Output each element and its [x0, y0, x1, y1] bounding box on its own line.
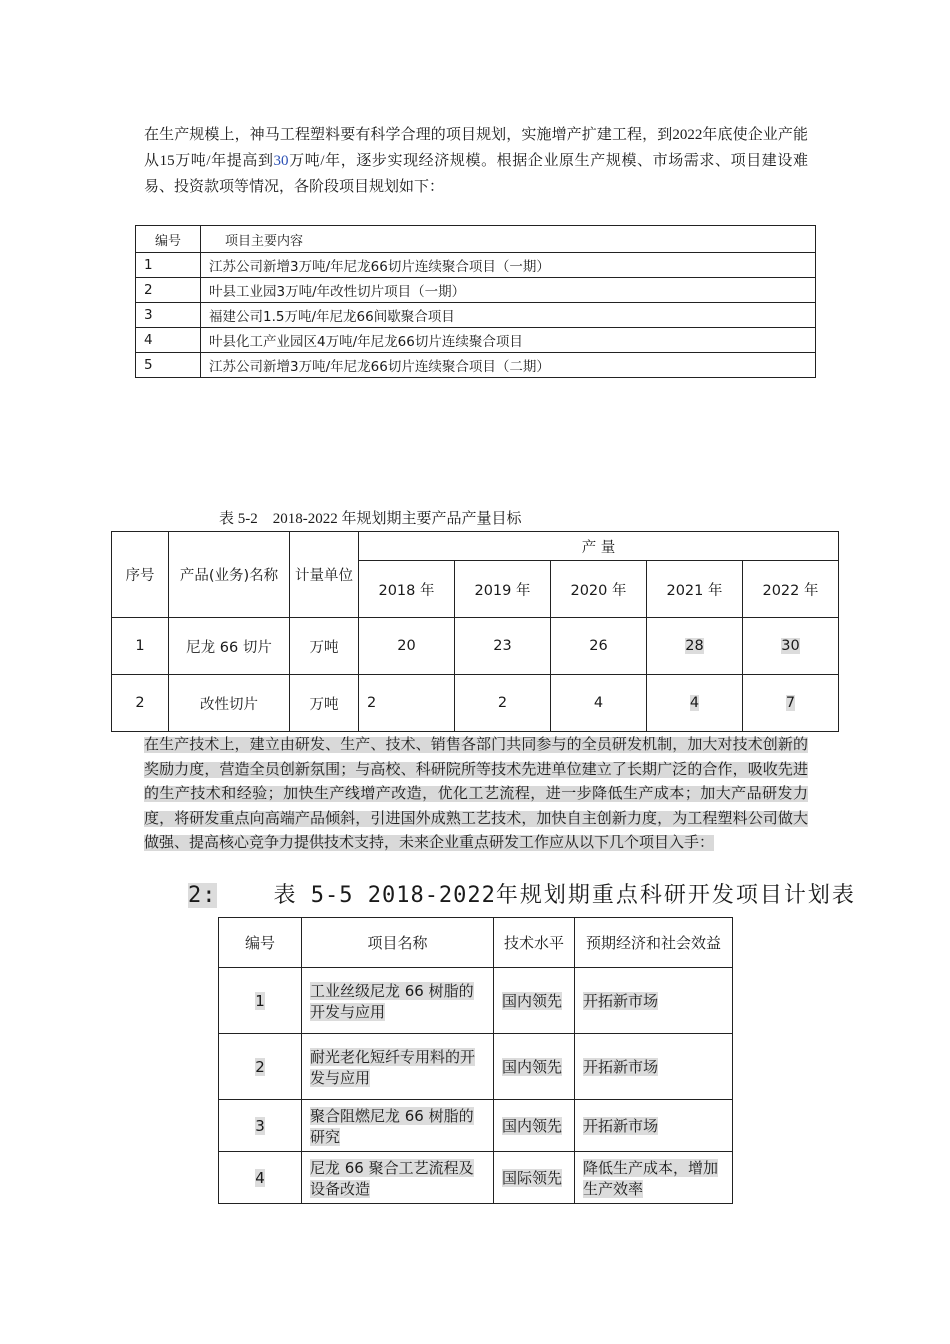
row-content: 江苏公司新增3万吨/年尼龙66切片连续聚合项目（二期）	[201, 353, 816, 378]
table-row	[136, 278, 816, 303]
cell-value: 23	[455, 618, 551, 675]
value-mark: 30	[781, 638, 800, 654]
header-level: 技术水平	[494, 918, 575, 968]
cell-no	[219, 1100, 302, 1152]
cell-value: 20	[359, 618, 455, 675]
caption-code: 表 5-5 2018-2022	[273, 883, 496, 908]
cell-name	[302, 968, 494, 1034]
intro-text-after: 万吨/年，逐步实现经济规模。根据企业原生产规模、市场需求、项目建设难易、投资款项等情况，各阶段项目规划如下：	[144, 153, 809, 195]
row-content: 叶县工业园3万吨/年改性切片项目（一期）	[201, 278, 816, 303]
header-name: 项目名称	[302, 918, 494, 968]
cell-level	[494, 1152, 575, 1204]
benefit-mark: 开拓新市场	[583, 992, 659, 1010]
table-row	[136, 253, 816, 278]
cell-value: 4	[551, 675, 647, 732]
cell-value	[647, 618, 743, 675]
cell-seq: 2	[112, 675, 169, 732]
header-year: 2019 年	[455, 561, 551, 618]
row-number: 1	[136, 253, 201, 278]
table-row	[219, 1034, 733, 1100]
row-number: 2	[136, 278, 201, 303]
name-mark: 耐光老化短纤专用料的开发与应用	[310, 1047, 476, 1087]
value-mark: 7	[785, 695, 796, 711]
cell-level	[494, 968, 575, 1034]
row-number: 3	[136, 303, 201, 328]
cell-benefit	[575, 968, 733, 1034]
table-row	[136, 353, 816, 378]
cell-value: 2	[359, 675, 455, 732]
header-output: 产 量	[359, 532, 839, 561]
cell-no	[219, 968, 302, 1034]
cell-level	[494, 1100, 575, 1152]
caption-prefix: 2:	[188, 883, 217, 908]
project-plan-table	[135, 225, 816, 378]
tech-paragraph	[144, 733, 808, 856]
header-no: 编号	[219, 918, 302, 968]
tech-paragraph-text: 在生产技术上，建立由研发、生产、技术、销售各部门共同参与的全员研发机制，加大对技术创新的奖励力度，营造全员创新氛围；与高校、科研院所等技术先进单位建立了长期广泛的合作，吸收先进的生产技术和经验；加快生产线增产改造，优化工艺流程，进一步降低生产成本；加大产品研发力度，将研发重点向高端产品倾斜，引进国外成熟工艺技术，加快自主创新力度，为工程塑料公司做大做强、提高核心竞争力提供技术支持，未来企业重点研发工作应从以下几个项目入手：	[144, 737, 808, 851]
benefit-mark: 开拓新市场	[583, 1058, 659, 1076]
rd-project-table	[218, 917, 733, 1204]
cell-value: 26	[551, 618, 647, 675]
header-seq: 序号	[112, 532, 169, 618]
header-year: 2021 年	[647, 561, 743, 618]
name-mark: 工业丝级尼龙 66 树脂的开发与应用	[310, 981, 474, 1021]
benefit-mark: 降低生产成本，增加生产效率	[583, 1158, 719, 1198]
name-mark: 聚合阻燃尼龙 66 树脂的研究	[310, 1106, 474, 1146]
cell-unit: 万吨	[290, 675, 359, 732]
level-mark: 国内领先	[502, 1058, 563, 1076]
level-mark: 国内领先	[502, 992, 563, 1010]
no-mark: 1	[255, 991, 265, 1010]
cell-no	[219, 1034, 302, 1100]
no-mark: 2	[255, 1057, 265, 1076]
cell-benefit	[575, 1100, 733, 1152]
benefit-mark: 开拓新市场	[583, 1117, 659, 1135]
intro-highlight-number: 30	[273, 153, 289, 169]
cell-seq: 1	[112, 618, 169, 675]
cell-name	[302, 1152, 494, 1204]
table-row	[112, 618, 839, 675]
cell-benefit	[575, 1152, 733, 1204]
table-row	[219, 1100, 733, 1152]
table-row	[136, 303, 816, 328]
table-row	[219, 1152, 733, 1204]
intro-paragraph	[144, 122, 808, 200]
header-year: 2018 年	[359, 561, 455, 618]
cell-level	[494, 1034, 575, 1100]
header-product: 产品(业务)名称	[169, 532, 290, 618]
row-number: 5	[136, 353, 201, 378]
cell-value	[743, 675, 839, 732]
no-mark: 3	[255, 1116, 265, 1135]
cell-product: 尼龙 66 切片	[169, 618, 290, 675]
level-mark: 国际领先	[502, 1169, 563, 1187]
intro-text-before: 在生产规模上，神马工程塑料要有科学合理的项目规划，实施增产扩建工程，到2022年底使企业产能从15万吨/年提高到	[144, 127, 808, 169]
cell-unit: 万吨	[290, 618, 359, 675]
table-row	[136, 328, 816, 353]
header-number: 编号	[136, 226, 201, 253]
header-unit: 计量单位	[290, 532, 359, 618]
header-year: 2020 年	[551, 561, 647, 618]
cell-value	[647, 675, 743, 732]
cell-no	[219, 1152, 302, 1204]
table-row	[219, 968, 733, 1034]
table-row	[112, 675, 839, 732]
production-target-table	[111, 531, 839, 732]
table2-caption: 表 5-2 2018-2022 年规划期主要产品产量目标	[219, 511, 522, 527]
cell-name	[302, 1100, 494, 1152]
level-mark: 国内领先	[502, 1117, 563, 1135]
value-mark: 28	[685, 638, 704, 654]
header-content: 项目主要内容	[201, 226, 816, 253]
value-mark: 4	[689, 695, 700, 711]
name-mark: 尼龙 66 聚合工艺流程及设备改造	[310, 1158, 474, 1198]
cell-product: 改性切片	[169, 675, 290, 732]
table-header-row	[136, 226, 816, 253]
caption-text: 年规划期重点科研开发项目计划表	[495, 883, 856, 908]
row-content: 福建公司1.5万吨/年尼龙66间歇聚合项目	[201, 303, 816, 328]
row-content: 叶县化工产业园区4万吨/年尼龙66切片连续聚合项目	[201, 328, 816, 353]
no-mark: 4	[255, 1168, 265, 1187]
table3-caption	[188, 878, 856, 909]
cell-name	[302, 1034, 494, 1100]
row-number: 4	[136, 328, 201, 353]
header-benefit: 预期经济和社会效益	[575, 918, 733, 968]
header-year: 2022 年	[743, 561, 839, 618]
cell-benefit	[575, 1034, 733, 1100]
cell-value	[743, 618, 839, 675]
cell-value: 2	[455, 675, 551, 732]
row-content: 江苏公司新增3万吨/年尼龙66切片连续聚合项目（一期）	[201, 253, 816, 278]
